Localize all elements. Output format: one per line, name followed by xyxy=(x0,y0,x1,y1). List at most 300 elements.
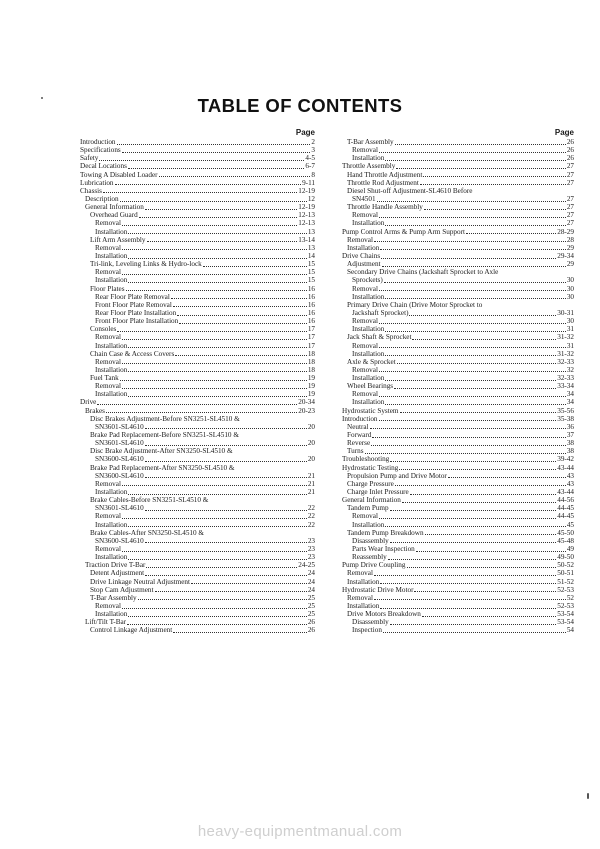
toc-entry-title: SN3601-SL4610 xyxy=(95,422,144,431)
toc-entry xyxy=(342,268,574,276)
toc-entry xyxy=(80,488,315,496)
toc-entry-title: Installation xyxy=(352,154,385,163)
toc-entry-page: 36 xyxy=(566,422,574,431)
toc-entry-title: Rear Floor Plate Installation xyxy=(95,308,177,317)
dot-leader xyxy=(128,614,306,617)
toc-entry xyxy=(80,276,315,284)
dot-leader xyxy=(379,418,557,421)
toc-entry-title: Propulsion Pump and Drive Motor xyxy=(347,471,447,480)
dot-leader xyxy=(173,630,307,633)
dot-leader xyxy=(379,288,566,291)
dot-leader xyxy=(374,573,556,576)
toc-entry-title: Adjustment xyxy=(347,260,381,269)
toc-entry-title: SN3601-SL4610 xyxy=(95,439,144,448)
dot-leader xyxy=(203,264,307,267)
toc-entry-page: 25 xyxy=(307,610,315,619)
toc-entry xyxy=(342,276,574,284)
toc-entry-title: SN3600-SL4610 xyxy=(95,536,144,545)
dot-leader xyxy=(145,573,307,576)
toc-entry xyxy=(80,415,315,423)
toc-entry-page: 16 xyxy=(307,284,315,293)
toc-entry-title: T-Bar Assembly xyxy=(90,593,137,602)
toc-entry-page: 21 xyxy=(307,479,315,488)
toc-entry-title: Jackshaft Sprocket) xyxy=(352,308,409,317)
toc-entry-page: 34 xyxy=(566,398,574,407)
toc-entry-page: 17 xyxy=(307,341,315,350)
toc-entry-title: Chain Case & Access Covers xyxy=(90,349,175,358)
toc-entry-page: 43 xyxy=(566,479,574,488)
dot-leader xyxy=(390,459,556,462)
toc-entry-title: Front Floor Plate Installation xyxy=(95,317,179,326)
toc-entry-page: 27 xyxy=(566,211,574,220)
toc-entry-title: Overhead Guard xyxy=(90,211,138,220)
toc-entry-title: Hydrostatic Drive Motor xyxy=(342,585,414,594)
toc-entry-page: 26 xyxy=(566,138,574,146)
dot-leader xyxy=(396,166,566,169)
dot-leader xyxy=(128,256,306,259)
toc-entry-page: 27 xyxy=(566,178,574,187)
toc-entry xyxy=(342,285,574,293)
dot-leader xyxy=(179,321,307,324)
toc-entry-title: Wheel Bearings xyxy=(347,382,394,391)
toc-entry-page: 13 xyxy=(307,227,315,236)
dot-leader xyxy=(379,321,566,324)
toc-entry-title: Parts Wear Inspection xyxy=(352,545,415,554)
toc-entry xyxy=(80,171,315,179)
toc-entry-title: Drive Chains xyxy=(342,251,381,260)
dot-leader xyxy=(173,304,307,307)
toc-entry-page: 30 xyxy=(566,284,574,293)
toc-entry xyxy=(342,138,574,146)
toc-entry xyxy=(80,626,315,634)
toc-entry-title: Throttle Assembly xyxy=(342,162,396,171)
dot-leader xyxy=(128,280,306,283)
toc-entry-page: 24-25 xyxy=(298,561,315,570)
toc-entry-page: 30 xyxy=(566,276,574,285)
toc-entry xyxy=(80,342,315,350)
toc-entry-title: Installation xyxy=(347,577,380,586)
toc-entry-title: Floor Plates xyxy=(90,284,125,293)
toc-entry xyxy=(342,480,574,488)
toc-entry-title: Removal xyxy=(95,333,121,342)
toc-entry-title: Safety xyxy=(80,154,99,163)
toc-entry-title: Primary Drive Chain (Drive Motor Sprocket to xyxy=(347,300,483,309)
toc-entry xyxy=(342,618,574,626)
dot-leader xyxy=(122,549,307,552)
toc-entry-title: Stop Cam Adjustment xyxy=(90,585,154,594)
toc-entry-title: Removal xyxy=(352,317,378,326)
toc-entry xyxy=(80,285,315,293)
toc-entry-page: 34 xyxy=(566,390,574,399)
toc-entry-page: 52-53 xyxy=(557,602,574,610)
toc-entry-title: Installation xyxy=(347,243,380,252)
toc-left-column xyxy=(80,128,315,635)
toc-entry-title: Tandem Pump Breakdown xyxy=(347,528,424,537)
toc-entry xyxy=(342,187,574,195)
toc-entry-title: Sprockets) xyxy=(352,276,383,285)
dot-leader xyxy=(397,361,557,364)
toc-entry xyxy=(342,154,574,162)
toc-entry xyxy=(80,350,315,358)
toc-entry xyxy=(342,504,574,512)
toc-entry-title: Installation xyxy=(95,488,128,497)
dot-leader xyxy=(402,500,556,503)
toc-entry-title: Disc Brakes Adjustment-Before SN3251-SL4510 & xyxy=(90,414,240,423)
toc-entry-page: 21 xyxy=(307,471,315,480)
toc-entry xyxy=(342,203,574,211)
toc-entry-title: Drive Linkage Neutral Adjustment xyxy=(90,577,190,586)
toc-entry xyxy=(80,382,315,390)
dot-leader xyxy=(145,508,307,511)
toc-entry-page: 26 xyxy=(307,618,315,627)
dot-leader xyxy=(385,158,565,161)
toc-entry-title: Installation xyxy=(347,602,380,610)
toc-entry-title: Towing A Disabled Loader xyxy=(80,170,158,179)
dot-leader xyxy=(400,410,557,413)
toc-entry-title: Lift Arm Assembly xyxy=(90,235,146,244)
dot-leader xyxy=(145,475,307,478)
toc-entry xyxy=(80,439,315,447)
dot-leader xyxy=(128,394,306,397)
toc-entry-title: General Information xyxy=(342,496,401,505)
toc-right-column xyxy=(342,128,574,635)
toc-entry-page: 54 xyxy=(566,626,574,635)
toc-entry-title: Installation xyxy=(95,341,128,350)
toc-entry-page: 12-19 xyxy=(298,186,315,195)
dot-leader xyxy=(381,256,556,259)
toc-entry-title: Installation xyxy=(95,553,128,562)
toc-entry-title: Throttle Rod Adjustment xyxy=(347,178,419,187)
toc-entry-page: 20-23 xyxy=(298,406,315,415)
toc-entry-page: 3 xyxy=(311,146,315,155)
toc-entry xyxy=(342,553,574,561)
dot-leader xyxy=(128,557,306,560)
dot-leader xyxy=(126,288,307,291)
dot-leader xyxy=(379,150,566,153)
toc-entry-page: 12-19 xyxy=(298,203,315,212)
toc-entry xyxy=(342,301,574,309)
toc-entry xyxy=(80,431,315,439)
toc-entry-page: 20-34 xyxy=(298,398,315,407)
toc-entry-title: Chassis xyxy=(80,186,102,195)
toc-entry-page: 12 xyxy=(307,194,315,203)
toc-entry-page: 32-33 xyxy=(557,374,574,383)
scan-speck xyxy=(587,793,589,799)
toc-entry-page: 27 xyxy=(566,170,574,179)
toc-entry-page: 26 xyxy=(307,626,315,635)
dot-leader xyxy=(407,565,557,568)
toc-entry-page: 30-31 xyxy=(557,308,574,317)
toc-entry-title: Removal xyxy=(95,382,121,391)
dot-leader xyxy=(414,589,556,592)
toc-entry-title: Hydrostatic Testing xyxy=(342,463,399,472)
toc-entry-title: Consoles xyxy=(90,325,117,334)
toc-entry-page: 24 xyxy=(307,569,315,578)
dot-leader xyxy=(117,329,306,332)
toc-entry xyxy=(342,399,574,407)
toc-entry xyxy=(80,472,315,480)
toc-entry-title: Neutral xyxy=(347,422,369,431)
toc-entry-page: 31-32 xyxy=(557,349,574,358)
toc-entry-title: Installation xyxy=(352,219,385,228)
toc-entry xyxy=(342,211,574,219)
toc-entry xyxy=(80,496,315,504)
dot-leader xyxy=(385,296,565,299)
dot-leader xyxy=(395,142,566,145)
toc-entry-title: Installation xyxy=(95,390,128,399)
dot-leader xyxy=(380,247,565,250)
dot-leader xyxy=(175,353,307,356)
toc-entry-title: Removal xyxy=(95,268,121,277)
toc-entry-page: 25 xyxy=(307,593,315,602)
toc-entry-title: Removal xyxy=(352,284,378,293)
toc-entry-page: 17 xyxy=(307,325,315,334)
dot-leader xyxy=(122,483,307,486)
toc-entry-title: Installation xyxy=(95,520,128,529)
toc-entry xyxy=(80,179,315,187)
page-column-header: Page xyxy=(295,128,315,137)
toc-entry-page: 15 xyxy=(307,260,315,269)
dot-leader xyxy=(395,483,566,486)
dot-leader xyxy=(97,402,297,405)
watermark-footer: heavy-equipmentmanual.com xyxy=(197,823,403,840)
dot-leader xyxy=(385,223,565,226)
toc-entry-title: Disassembly xyxy=(352,536,389,545)
toc-entry xyxy=(80,553,315,561)
dot-leader xyxy=(466,231,556,234)
toc-entry xyxy=(80,374,315,382)
toc-entry-page: 6-7 xyxy=(305,162,315,171)
toc-entry-page: 51-52 xyxy=(557,577,574,586)
toc-entry xyxy=(80,236,315,244)
toc-entry xyxy=(342,610,574,618)
toc-entry-title: Installation xyxy=(95,251,128,260)
toc-entry-page: 22 xyxy=(307,520,315,529)
toc-entry-title: Disassembly xyxy=(352,618,389,627)
toc-entry xyxy=(80,268,315,276)
toc-entry-title: Hydrostatic System xyxy=(342,406,399,415)
toc-entry xyxy=(80,545,315,553)
toc-entry xyxy=(80,301,315,309)
toc-entry-page: 22 xyxy=(307,504,315,513)
toc-entry-title: Drive Motors Breakdown xyxy=(347,610,421,619)
toc-entry-title: SN3601-SL4610 xyxy=(95,504,144,513)
toc-entry xyxy=(342,407,574,415)
toc-entry xyxy=(342,228,574,236)
toc-entry-title: Tandem Pump xyxy=(347,504,389,513)
toc-entry xyxy=(342,521,574,529)
toc-entry-page: 12-13 xyxy=(298,211,315,220)
toc-entry-page: 19 xyxy=(307,382,315,391)
toc-entry xyxy=(80,569,315,577)
toc-entry-page: 38 xyxy=(566,439,574,448)
toc-entry-title: Jack Shaft & Sprocket xyxy=(347,333,412,342)
dot-leader xyxy=(385,524,565,527)
toc-entry-page: 53-54 xyxy=(557,610,574,619)
toc-entry-page: 52-53 xyxy=(557,585,574,594)
toc-entry xyxy=(80,464,315,472)
toc-entry-title: T-Bar Assembly xyxy=(347,138,394,146)
toc-entry-title: Removal xyxy=(352,211,378,220)
toc-entry-page: 38 xyxy=(566,447,574,456)
toc-entry-page: 30 xyxy=(566,292,574,301)
dot-leader xyxy=(385,378,556,381)
dot-leader xyxy=(410,492,556,495)
toc-entry-page: 16 xyxy=(307,317,315,326)
toc-entry-page: 15 xyxy=(307,276,315,285)
toc-entry xyxy=(342,594,574,602)
toc-entry-title: Installation xyxy=(95,276,128,285)
toc-entry-title: Brake Cables-After SN3250-SL4510 & xyxy=(90,528,204,537)
toc-entry xyxy=(80,358,315,366)
toc-entry xyxy=(80,407,315,415)
toc-entry xyxy=(80,512,315,520)
dot-leader xyxy=(370,426,566,429)
toc-entry-title: Pump Drive Coupling xyxy=(342,561,406,570)
dot-leader xyxy=(145,207,297,210)
toc-entry-page: 26 xyxy=(566,154,574,163)
dot-leader xyxy=(99,158,304,161)
dot-leader xyxy=(122,272,307,275)
dot-leader xyxy=(127,622,307,625)
toc-entry-title: Inspection xyxy=(352,626,382,635)
dot-leader xyxy=(117,142,311,145)
toc-entry-title: Removal xyxy=(352,512,378,521)
toc-entry-page: 31 xyxy=(566,341,574,350)
toc-entry-page: 22 xyxy=(307,512,315,521)
toc-entry-page: 16 xyxy=(307,300,315,309)
toc-entry-title: Decal Locations xyxy=(80,162,127,171)
toc-entry xyxy=(342,162,574,170)
toc-entry-page: 50-52 xyxy=(557,561,574,570)
dot-leader xyxy=(122,516,307,519)
page-column-header: Page xyxy=(554,128,574,137)
dot-leader xyxy=(122,337,307,340)
toc-entry xyxy=(80,529,315,537)
toc-entry-title: Introduction xyxy=(80,138,116,146)
toc-entry-title: General Information xyxy=(85,203,144,212)
toc-entry-page: 13 xyxy=(307,243,315,252)
dot-leader xyxy=(422,614,556,617)
toc-entry-page: 20 xyxy=(307,455,315,464)
dot-leader xyxy=(106,410,297,413)
toc-entry-page: 9-11 xyxy=(302,178,315,187)
toc-entry-title: Brake Pad Replacement-Before SN3251-SL4510 & xyxy=(90,431,239,440)
toc-entry xyxy=(80,219,315,227)
toc-entry xyxy=(342,195,574,203)
toc-entry-title: Detent Adjustment xyxy=(90,569,145,578)
dot-leader xyxy=(379,516,556,519)
toc-entry xyxy=(342,537,574,545)
toc-entry xyxy=(342,455,574,463)
toc-entry-page: 44-45 xyxy=(557,504,574,513)
toc-entry-page: 44-56 xyxy=(557,496,574,505)
toc-entry xyxy=(342,423,574,431)
toc-entry-title: Troubleshooting xyxy=(342,455,390,464)
toc-entry xyxy=(342,626,574,634)
dot-leader xyxy=(145,459,307,462)
toc-entry xyxy=(342,529,574,537)
toc-entry-page: 49-50 xyxy=(557,553,574,562)
dot-leader xyxy=(409,313,556,316)
dot-leader xyxy=(145,443,307,446)
toc-entry xyxy=(342,350,574,358)
dot-leader xyxy=(380,581,556,584)
dot-leader xyxy=(380,606,556,609)
toc-entry xyxy=(80,333,315,341)
toc-entry-title: Removal xyxy=(95,243,121,252)
dot-leader xyxy=(122,150,311,153)
toc-entry xyxy=(342,578,574,586)
toc-entry-title: Axle & Sprocket xyxy=(347,357,396,366)
toc-entry-page: 29 xyxy=(566,260,574,269)
toc-entry-title: Specifications xyxy=(80,146,121,155)
toc-entry xyxy=(342,415,574,423)
dot-leader xyxy=(146,565,297,568)
toc-entry-page: 23 xyxy=(307,553,315,562)
dot-leader xyxy=(103,190,297,193)
toc-entry-page: 16 xyxy=(307,292,315,301)
dot-leader xyxy=(383,630,566,633)
toc-entry xyxy=(342,309,574,317)
toc-entry xyxy=(80,618,315,626)
toc-entry-page: 14 xyxy=(307,251,315,260)
toc-entry-title: SN4501 xyxy=(352,194,376,203)
toc-entry xyxy=(342,317,574,325)
dot-leader xyxy=(128,524,306,527)
toc-entry-page: 23 xyxy=(307,545,315,554)
dot-leader xyxy=(128,369,306,372)
toc-entry-page: 27 xyxy=(566,203,574,212)
toc-entry xyxy=(80,317,315,325)
dot-leader xyxy=(385,353,556,356)
toc-entry-page: 39-42 xyxy=(557,455,574,464)
toc-entry-page: 16 xyxy=(307,308,315,317)
toc-entry-page: 49 xyxy=(566,545,574,554)
toc-entry-title: Turns xyxy=(347,447,364,456)
toc-entry-title: Installation xyxy=(352,520,385,529)
dot-leader xyxy=(191,581,307,584)
toc-entry xyxy=(342,252,574,260)
dot-leader xyxy=(384,280,566,283)
toc-entry xyxy=(342,333,574,341)
dot-leader xyxy=(128,166,305,169)
toc-entry xyxy=(342,512,574,520)
toc-entry-title: Installation xyxy=(95,227,128,236)
toc-entry-page: 50-51 xyxy=(557,569,574,578)
toc-entry xyxy=(342,358,574,366)
toc-entry-page: 33-34 xyxy=(557,382,574,391)
toc-entry-page: 2 xyxy=(311,138,315,146)
toc-entry-page: 24 xyxy=(307,577,315,586)
dot-leader xyxy=(412,337,556,340)
toc-entry xyxy=(80,211,315,219)
toc-entry-page: 27 xyxy=(566,162,574,171)
toc-entry xyxy=(80,366,315,374)
toc-entry xyxy=(80,293,315,301)
toc-entry-page: 31 xyxy=(566,325,574,334)
dot-leader xyxy=(365,451,566,454)
toc-entry xyxy=(342,569,574,577)
toc-entry xyxy=(80,138,315,146)
toc-entry-title: Removal xyxy=(95,545,121,554)
toc-entry-title: Front Floor Plate Removal xyxy=(95,300,172,309)
dot-leader xyxy=(399,467,556,470)
toc-entry xyxy=(342,602,574,610)
toc-entry-title: Installation xyxy=(352,374,385,383)
toc-entry xyxy=(80,578,315,586)
dot-leader xyxy=(159,174,311,177)
